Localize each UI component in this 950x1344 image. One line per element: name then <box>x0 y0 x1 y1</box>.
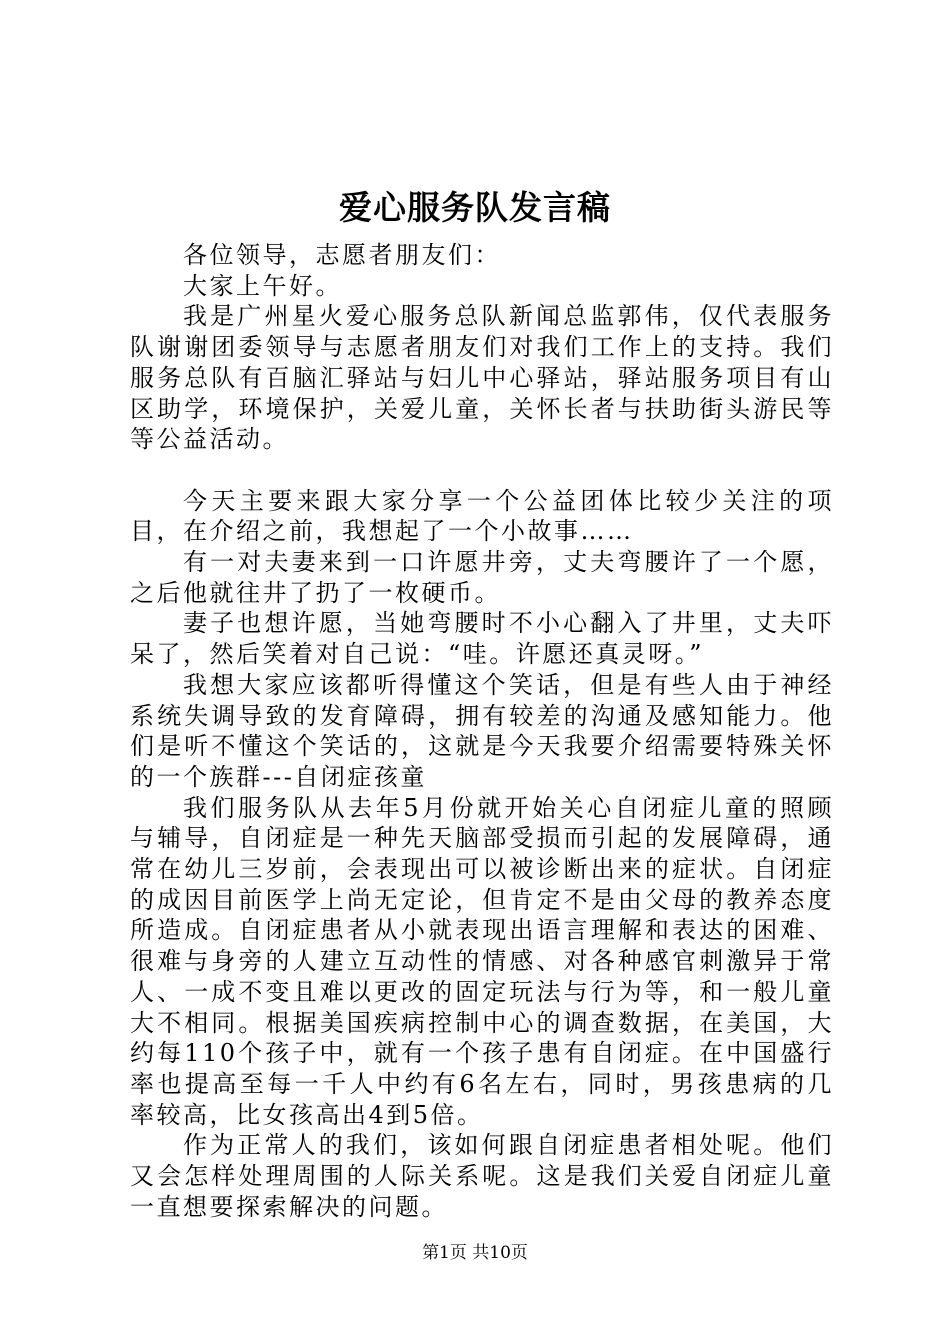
paragraph-greeting: 大家上午好。 <box>183 271 342 300</box>
document-body <box>130 240 834 1222</box>
paragraph-story-1: 有一对夫妻来到一口许愿井旁，丈夫弯腰许了一个愿，之后他就往井了扔了一枚硬币。 <box>130 548 834 607</box>
paragraph-topic: 今天主要来跟大家分享一个公益团体比较少关注的项目，在介绍之前，我想起了一个小故事…… <box>130 486 834 546</box>
page-number: 第1页 共10页 <box>422 1243 528 1263</box>
paragraph-closing-question: 作为正常人的我们，该如何跟自闭症患者相处呢。他们又会怎样处理周围的人际关系呢。这是我们关爱自闭症儿童一直想要探索解决的问题。 <box>130 1131 834 1221</box>
document-title: 爱心服务队发言稿 <box>339 188 611 227</box>
blank-line <box>130 455 834 486</box>
paragraph-autism-intro: 我想大家应该都听得懂这个笑话，但是有些人由于神经系统失调导致的发育障碍，拥有较差的沟通及感知能力。他们是听不懂这个笑话的，这就是今天我要介绍需要特殊关怀的一个族群---自闭症孩童 <box>130 670 834 791</box>
paragraph-autism-details: 我们服务队从去年5月份就开始关心自闭症儿童的照顾与辅导，自闭症是一种先天脑部受损而引起的发展障碍，通常在幼儿三岁前，会表现出可以被诊断出来的症状。自闭症的成因目前医学上尚无定论，但肯定不是由父母的教养态度所造成。自闭症患者从小就表现出语言理解和表达的困难、很难与身旁的人建立互动性的情感、对各种感官刺激异于常人、一成不变且难以更改的固定玩法与行为等，和一般儿童大不相同。根据美国疾病控制中心的调查数据，在美国，大约每110个孩子中，就有一个孩子患有自闭症。在中国盛行率也提高至每一千人中约有6名左右，同时，男孩患病的几率较高，比女孩高出4到5倍。 <box>130 793 834 1129</box>
paragraph-story-2: 妻子也想许愿，当她弯腰时不小心翻入了井里，丈夫吓呆了，然后笑着对自己说：“哇。许愿还真灵呀。” <box>130 609 834 669</box>
paragraph-introduction: 我是广州星火爱心服务总队新闻总监郭伟，仅代表服务队谢谢团委领导与志愿者朋友们对我们工作上的支持。我们服务总队有百脑汇驿站与妇儿中心驿站，驿站服务项目有山区助学，环境保护，关爱儿童，关怀长者与扶助街头游民等等公益活动。 <box>130 302 834 454</box>
paragraph-salutation: 各位领导，志愿者朋友们： <box>183 241 501 269</box>
